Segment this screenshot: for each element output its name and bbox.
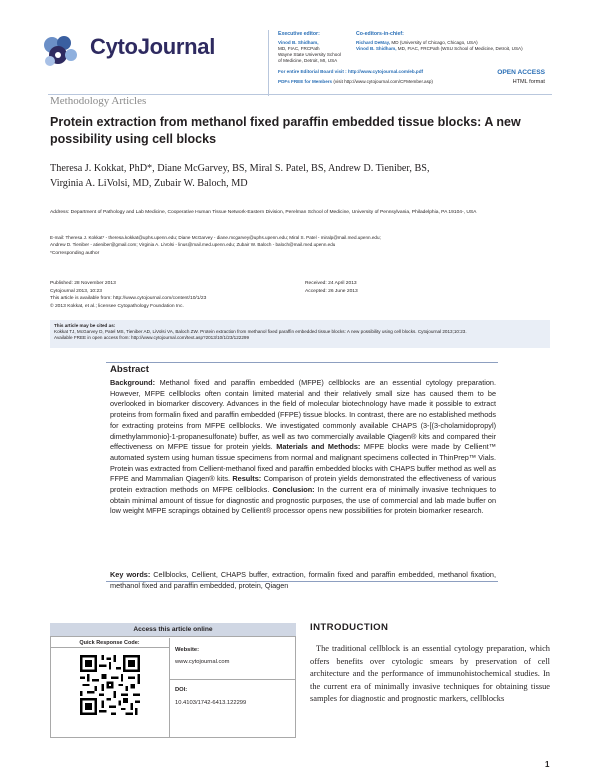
author-emails: E-mail: Theresa J. Kokkat* - theresa.kokkat@uphs.upenn.edu; Diane McGarvey - diane.mcgarvey@uphs.upenn.edu; Miral S. Patel - miralp@mail.med.upenn.edu; Andrew D. Tieniber - atieniber@gmail.com; Virginia A. LiVolsi - linus@mail.med.upenn.edu; Zubair W. Baloch - baloch@mail.med.upenn.edu <box>50 235 381 247</box>
editor-label: Executive editor: <box>278 31 320 37</box>
author-address: Address: Department of Pathology and Lab Medicine, Cooperative Human Tissue Network-Eastern Division, Perelman School of Medicine, University of Pennsylvania, Philadelphia, PA 19104-, USA <box>50 210 477 215</box>
cytojournal-logo-icon <box>38 31 88 71</box>
citation-text: Kokkat TJ, McGarvey D, Patel MS, Tieniber AD, LiVolsi VA, Baloch ZW. Protein extraction from methanol fixed paraffin embedded tissue blocks: A new possibility using cell blocks. Cytojournal 2013;10:23. <box>54 329 467 334</box>
doi-label: DOI: <box>175 687 188 693</box>
authors: Theresa J. Kokkat, PhD*, Diane McGarvey, BS, Miral S. Patel, BS, Andrew D. Tieniber, BS, Virginia A. LiVolsi, MD, Zubair W. Baloch, MD <box>50 163 430 189</box>
corresponding-author: *Corresponding author <box>50 251 100 256</box>
introduction-heading: INTRODUCTION <box>310 622 389 633</box>
editor-info: Vinod B. Shidham, MD, FIAC, FRCPath Wayne State University School of Medicine, Detroit, MI, USA <box>278 40 341 63</box>
citation-title: This article may be cited as: <box>54 323 116 328</box>
coeditors-label: Co-editors-in-chief: <box>356 31 404 37</box>
coeditors-info: Richard DeMay, MD (University of Chicago, Chicago, USA) Vinod B. Shidham, MD, FIAC, FRCPath (WSU School of Medicine, Detroit, USA) <box>356 40 523 51</box>
website-link[interactable]: www.cytojournal.com <box>175 659 230 665</box>
publication-info: Published: 28 November 2013 Cytojournal 2013, 10:23 This article is available from: http://www.cytojournal.com/content/10/1/23 © 2013 Kokkat, et al.; licensee Cytopathology Foundation Inc. <box>50 281 207 309</box>
website-label: Website: <box>175 647 200 653</box>
abstract-body: Background: Methanol fixed and paraffin embedded (MFPE) cellblocks are an essential cytology preparation. However, MFPE cellblocks often contain limited material and their relatively small size has caused them to be overlooked in biomarker discovery. Advances in the field of molecular biotechnology have made it possible to extract proteins from formalin fixed and paraffin embedded (FFPE) tissue blocks. In contrast, there are no established methods for extracting proteins from MFPE cellblocks. We investigated commonly available CHAPS (3-[(3-cholamidopropyl) dimethylammonio]-1-propanesulfonate) buffer, as well as two commercially available Qiagen® kits and compared their effectiveness on MFPE tissue for protein yields. Materials and Methods: MFPE blocks were made by Cellient™ automated system using human tissue specimens from normal and malignant specimens collected in ThinPrep™ Vials. Protein was extracted from Cellient-methanol fixed and paraffin embedded blocks with CHAPS buffer method as well as FFPE and Mammalian Qiagen® kits. Results: Comparison of protein yields demonstrated the effectiveness of various protein extraction methods on MFPE cellblocks. Conclusion: In the current era of minimally invasive techniques to obtain minimal amount of tissue for diagnostic and prognostic purposes, the use of commercial and lab made buffer on low weight MFPE scrapings obtained by Cellient® processor opens new possibilities for protein biomarker research. <box>110 378 496 516</box>
keywords: Key words: Cellblocks, Cellient, CHAPS buffer, extraction, formalin fixed and paraffin embedded, methanol fixation, methanol fixed and paraffin embedded, protein, Qiagen <box>110 570 496 590</box>
citation-url[interactable]: Available FREE in open access from: http://www.cytojournal.com/text.asp?2013/10/1/23/122299 <box>54 335 250 340</box>
received-accepted-dates: Received: 24 April 2013 Accepted: 26 June 2013 <box>305 281 358 294</box>
section-label: Methodology Articles <box>50 95 147 107</box>
page-number: 1 <box>545 760 550 769</box>
article-title: Protein extraction from methanol fixed paraffin embedded tissue blocks: A new possibility using cell blocks <box>50 115 521 146</box>
access-box-heading: Access this article online <box>50 623 296 637</box>
introduction-text: The traditional cellblock is an essential cytology preparation, which offers benefits over cytologic smears by preservation of cell architecture and the performance of immunohistochemical studies. In the current era of minimally invasive techniques for obtaining tissue samples for diagnostic and prognostic markers, cellblocks <box>310 644 550 704</box>
access-box-divider <box>170 679 296 680</box>
abstract-heading: Abstract <box>110 364 149 375</box>
journal-name: CytoJournal <box>90 34 216 59</box>
editorial-board-link[interactable]: For entire Editorial Board visit : http://www.cytojournal.com/eb.pdf <box>278 69 424 74</box>
open-access-badge: OPEN ACCESS <box>497 69 545 76</box>
header-divider <box>268 30 269 96</box>
qr-code-label: Quick Response Code: <box>50 638 170 648</box>
citation-box <box>50 320 550 348</box>
pdf-members-link[interactable]: PDFs FREE for Members (visit http://www.cytojournal.com/CFMember.asp) <box>278 79 433 84</box>
html-format-label: HTML format <box>512 79 545 85</box>
qr-code-icon[interactable] <box>80 655 140 715</box>
doi-value[interactable]: 10.4103/1742-6413.122299 <box>175 700 247 706</box>
